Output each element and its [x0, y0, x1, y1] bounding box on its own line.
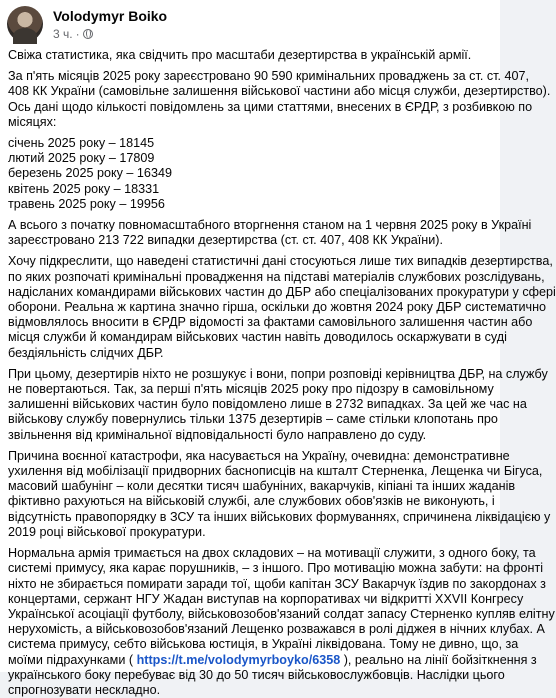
months-list — [8, 136, 492, 212]
post-intro: Свіжа статистика, яка свідчить про масштаби дезертирства в українській армії. — [8, 48, 472, 62]
text-line: по яких розпочаті кримінальні провадження на підставі матеріалів службових розслідувань, — [8, 269, 545, 284]
text-line: оборони. Реальна ж картина значно гірша, оскільки до жовтня 2024 року ДБР систематично — [8, 300, 547, 315]
globe-icon[interactable] — [83, 29, 93, 39]
text-line: При цьому, дезертирів ніхто не розшукує і вони, попри розповіді керівництва ДБР, на службу — [8, 366, 548, 381]
text-line: 2019 році військової прокуратури. — [8, 524, 206, 539]
month-item: травень 2025 року – 19956 — [8, 196, 165, 211]
paragraph-2 — [8, 218, 532, 248]
link-suffix: ), реально на лінії бойзіткнення з — [340, 652, 537, 667]
text-line: ніхто не збирається помирати заради тої, щоби капітан ЗСУ Вакарчук їздив по закордонах з — [8, 576, 546, 591]
text-line: відмовлялось вносити в ЄРДР відомості за фактами самовільного залишення частин або — [8, 315, 533, 330]
text-line: Української асоціації футболу, військовозобов'язаний солдат запасу Стерненко купляв елітну — [8, 606, 555, 621]
paragraph-3 — [8, 254, 556, 360]
post-header — [7, 6, 493, 44]
text-line: Причина воєнної катастрофи, яка насувається на Україну, очевидна: демонстративне — [8, 448, 510, 463]
paragraph-1 — [8, 69, 551, 130]
month-item: квітень 2025 року – 18331 — [8, 181, 160, 196]
text-line: звільнення від кримінальної відповідальності було направлено до суду. — [8, 427, 427, 442]
text-line: бездіяльність слідчих ДБР. — [8, 345, 164, 360]
text-line: система примусу, себто військова юстиція, в Україні ліквідована. Тому не дивно, що, за — [8, 637, 519, 652]
text-line: концертами, сержант НГУ Жадан виступав на корпоративах чи відкритті XXVII Конгресу — [8, 591, 524, 606]
text-line: ухилення від мобілізації придворних баснописців на кшталт Стерненка, Лещенка чи Бігуса, — [8, 464, 543, 479]
post-meta — [53, 27, 93, 41]
link-prefix: моїми підрахунками ( — [8, 652, 137, 667]
text-line: відсутність правопорядку в ЗСУ та інших військових формуваннях, спричинена ліквідацією у — [8, 509, 551, 524]
text-line: українського боку перебуває від 30 до 50 тисяч військовослужбовців. Наслідки цього — [8, 667, 505, 682]
month-item: березень 2025 року – 16349 — [8, 166, 172, 181]
text-line: зареєстровано 213 722 випадки дезертирства (ст. ст. 407, 408 КК України). — [8, 233, 443, 248]
telegram-link[interactable]: https://t.me/volodymyrboyko/6358 — [136, 652, 341, 667]
post-body — [8, 48, 556, 698]
post-time[interactable]: 3 ч. — [53, 27, 73, 41]
paragraph-6 — [8, 546, 555, 698]
text-line: надісланих командирами військових частин до ДБР або спеціалізованих прокуратури у сфері — [8, 284, 556, 299]
paragraph-5 — [8, 448, 551, 540]
text-line: 408 КК України (самовільне залишення військової частини або місця служби, дезертирство). — [8, 84, 551, 99]
text-line: Ось дані щодо кількості повідомлень за цими статтями, внесених в ЄРДР, з розбивкою по — [8, 99, 533, 114]
text-line: А всього з початку повномасштабного вторгнення станом на 1 червня 2025 року в Україні — [8, 218, 532, 233]
text-line: масовий шабунінг – коли десятки тисяч шабуніних, вакарчуків, кіпіані та інших жаданів — [8, 479, 516, 494]
text-line: місяцях: — [8, 114, 57, 129]
text-line: Хочу підкреслити, що наведені статистичні дані стосуються лише тих випадків дезертирства, — [8, 254, 553, 269]
link-line — [8, 652, 537, 668]
meta-separator: · — [75, 27, 80, 41]
paragraph-4 — [8, 366, 548, 443]
text-line: нерухомість, а військовозобов'язаний Лещенко розважався в ролі діджея в нічних клубах. А — [8, 622, 545, 637]
author-name[interactable]: Volodymyr Boiko — [53, 8, 168, 24]
text-line: фіктивно рахуються на військовій службі, але службових обов'язків не виконують, і — [8, 494, 495, 509]
text-line: спрогнозувати нескладно. — [8, 682, 161, 697]
author-avatar[interactable] — [7, 6, 43, 42]
text-line: не повертаються. Так, за перші п'ять місяців 2025 року про підозру в самовільному — [8, 382, 494, 397]
month-item: січень 2025 року – 18145 — [8, 136, 155, 151]
text-line: військову службу повернулись тільки 1375 дезертирів – саме стільки клопотань про — [8, 412, 498, 427]
month-item: лютий 2025 року – 17809 — [8, 151, 155, 166]
text-line: Нормальна армія тримається на двох складових – на мотивації служити, з одного боку, та — [8, 546, 536, 561]
text-line: місця служби й командирам військових частин навіть доводилось оскаржувати в суді — [8, 330, 507, 345]
text-line: За п'ять місяців 2025 року зареєстровано 90 590 кримінальних проваджень за ст. ст. 407, — [8, 69, 529, 84]
text-line: системі примусу, яка карає порушників, – з іншого. Про мотивацію можна забути: на фронті — [8, 561, 544, 576]
text-line: залишенні військових частин було повідомлено лише в 2732 випадках. За цей же час на — [8, 397, 527, 412]
